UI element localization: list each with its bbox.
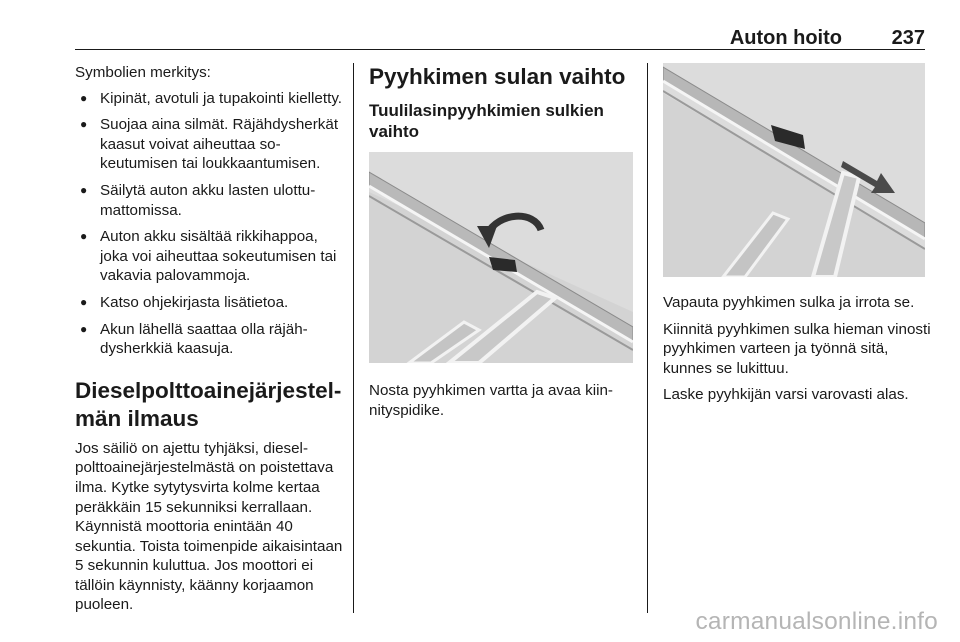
symbols-list (75, 89, 345, 359)
watermark: carmanualsonline.info (695, 608, 938, 635)
bullet-item: ● Katso ohjekirjasta lisätietoa. (75, 293, 345, 313)
caption-text: Nosta pyyhkimen vartta ja avaa kiinnityspidike. (369, 382, 613, 419)
caption-lift-arm (369, 381, 635, 420)
column-middle (369, 63, 634, 142)
bullet-item: ● Auton akku sisältää rikkihappoa, joka voi aiheuttaa sokeutumisen tai vakavia palovammoja. (75, 227, 345, 286)
column-right (663, 293, 933, 412)
wiper-heading: Pyyhkimen sulan vaihto (369, 64, 626, 89)
page-header (75, 27, 925, 50)
bullet-item: ● Suojaa aina silmät. Räjähdysherkät kaasut voivat aiheuttaa sokeutumisen tai loukkaantumisen. (75, 115, 345, 174)
wiper-illustration-1 (369, 152, 633, 363)
wiper-subheading: Tuulilasinpyyhkimien sulkien vaihto (369, 101, 604, 141)
instruction-lower: Laske pyyhkijän varsi varovasti alas. (663, 386, 909, 404)
column-left (75, 63, 345, 615)
diesel-heading: Dieselpolttoainejärjestelmän ilmaus (75, 377, 342, 431)
wiper-illustration-2 (663, 63, 925, 277)
wiper-blade-release-illustration (663, 63, 925, 277)
symbols-heading: Symbolien merkitys: (75, 64, 211, 81)
bullet-item: ● Kipinät, avotuli ja tupakointi kielletty. (75, 89, 345, 109)
section-title: Auton hoito (729, 27, 842, 49)
column-divider-left (353, 63, 354, 613)
instruction-attach: Kiinnitä pyyhkimen sulka hieman vinosti pyyhkimen varteen ja työnnä sitä, kunnes se lukittuu. (663, 320, 931, 377)
column-divider-right (647, 63, 648, 613)
bullet-item: ● Säilytä auton akku lasten ulottumattomissa. (75, 181, 345, 220)
page-number: 237 (891, 27, 925, 49)
diesel-body: Jos säiliö on ajettu tyhjäksi, dieselpolttoainejärjestelmästä on poistettava ilma. Kytke sytytysvirta kolme kertaa peräkkäin 15 sekunniksi kerrallaan. Käynnistä moottoria enintään 40 sekuntia. Toista toimenpide aikaisintaan 5 sekunnin kuluttua. Jos moottori ei tällöin käynnisty, käänny korjaamon puoleen. (75, 439, 343, 614)
wiper-arm-lift-illustration (369, 152, 633, 363)
instruction-release: Vapauta pyyhkimen sulka ja irrota se. (663, 294, 915, 311)
bullet-item: ● Akun lähellä saattaa olla räjähdysherkkiä kaasuja. (75, 320, 345, 359)
